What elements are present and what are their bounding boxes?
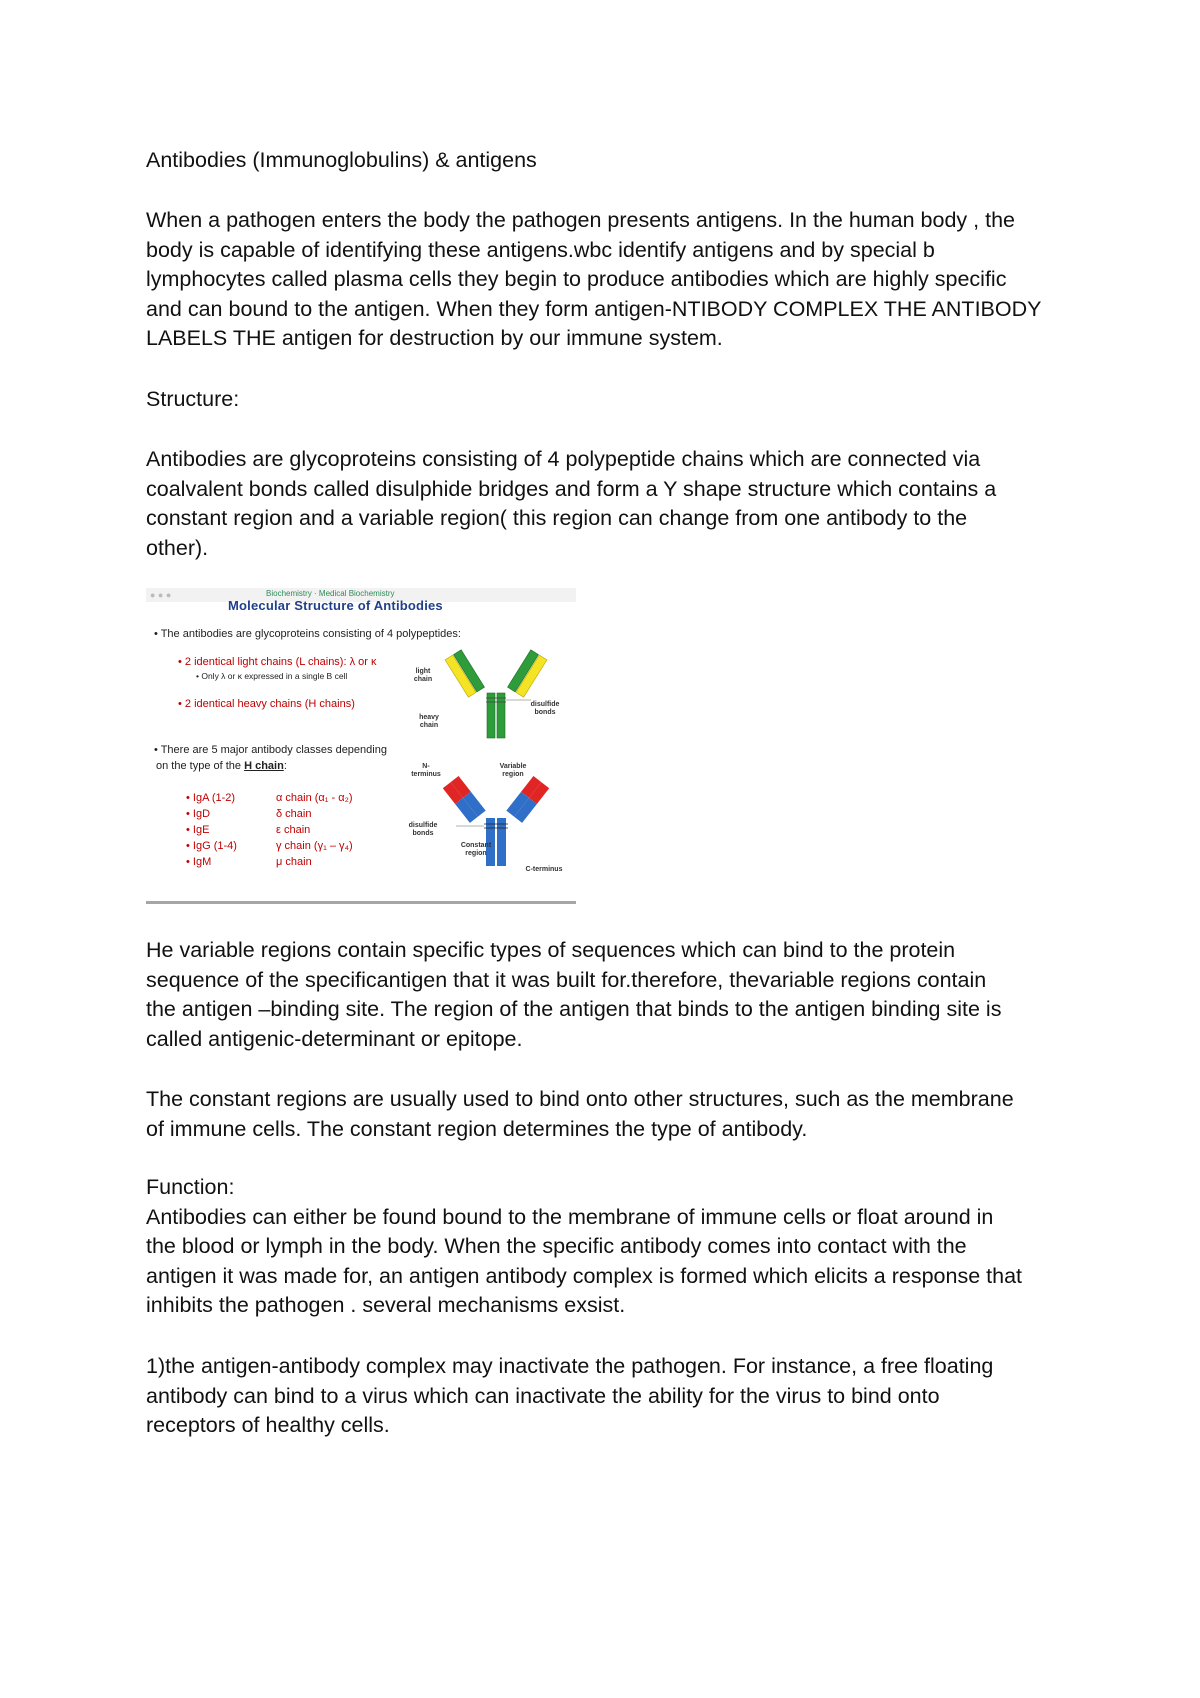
figure-bullet-2: • 2 identical light chains (L chains): λ or κ bbox=[178, 656, 377, 668]
function-heading: Function: bbox=[146, 1175, 235, 1199]
text-line: LABELS THE antigen for destruction by our immune system. bbox=[146, 326, 723, 351]
structure-paragraph bbox=[146, 445, 1066, 563]
label-light-chain: light chain bbox=[413, 668, 433, 683]
text-line: inhibits the pathogen . several mechanisms exsist. bbox=[146, 1293, 626, 1318]
text-line: sequence of the specificantigen that it was built for.therefore, thevariable regions contain bbox=[146, 967, 987, 992]
text-line: Antibodies can either be found bound to the membrane of immune cells or float around in bbox=[146, 1204, 994, 1229]
class-item: • IgA (1-2) bbox=[186, 792, 236, 804]
text-line: called antigenic-determinant or epitope. bbox=[146, 1026, 523, 1051]
chain-item: γ chain (γ₁ – γ₄) bbox=[276, 840, 353, 852]
text-line: constant region and a variable region( this region can change from one antibody to the bbox=[146, 506, 968, 531]
text-line: the blood or lymph in the body. When the specific antibody comes into contact with the bbox=[146, 1234, 967, 1259]
text-line: When a pathogen enters the body the pathogen presents antigens. In the human body , the bbox=[146, 208, 1015, 232]
class-item: • IgD bbox=[186, 808, 211, 820]
text-line: and can bound to the antigen. When they form antigen-NTIBODY COMPLEX THE ANTIBODY bbox=[146, 296, 1042, 321]
figure-subbullet: • Only λ or κ expressed in a single B cell bbox=[196, 671, 348, 681]
text-line: antibody can bind to a virus which can inactivate the ability for the virus to bind onto bbox=[146, 1383, 940, 1408]
figure-subtitle: Biochemistry · Medical Biochemistry bbox=[266, 589, 395, 598]
function-section bbox=[146, 1173, 1066, 1321]
chain-item: α chain (α₁ - α₂) bbox=[276, 792, 353, 804]
label-heavy-chain: heavy chain bbox=[419, 714, 439, 729]
label-disulfide-bonds-1: disulfide bonds bbox=[530, 701, 560, 716]
chain-item: μ chain bbox=[276, 856, 312, 868]
nav-dots-icon: ● ● ● bbox=[150, 590, 172, 600]
figure-bullet-1: • The antibodies are glycoproteins consisting of 4 polypeptides: bbox=[154, 628, 461, 640]
label-constant-region: Constant region bbox=[460, 842, 492, 857]
label-variable-region: Variable region bbox=[499, 763, 527, 778]
constant-region-paragraph bbox=[146, 1085, 1066, 1144]
text-line: receptors of healthy cells. bbox=[146, 1413, 390, 1438]
text-line: of immune cells. The constant region determines the type of antibody. bbox=[146, 1116, 808, 1141]
text-line: antigen it was made for, an antigen antibody complex is formed which elicits a response that bbox=[146, 1263, 1023, 1288]
chain-item: δ chain bbox=[276, 808, 312, 820]
antibody-diagram-variable-constant bbox=[436, 768, 556, 873]
text-line: He variable regions contain specific types of sequences which can bind to the protein bbox=[146, 938, 956, 962]
text-line: 1)the antigen-antibody complex may inactivate the pathogen. For instance, a free floating bbox=[146, 1354, 994, 1378]
text-line: coalvalent bonds called disulphide bridges and form a Y shape structure which contains a bbox=[146, 476, 997, 501]
antibody-structure-figure bbox=[146, 588, 576, 906]
structure-heading: Structure: bbox=[146, 387, 240, 411]
text-line: other). bbox=[146, 535, 209, 560]
figure-bullet-4-cont: on the type of the H chain: bbox=[156, 760, 287, 772]
text-line: Antibodies are glycoproteins consisting of 4 polypeptide chains which are connected via bbox=[146, 447, 981, 471]
label-disulfide-bonds-2: disulfide bonds bbox=[408, 822, 438, 837]
figure-bottom-rule bbox=[146, 901, 576, 904]
figure-title: Molecular Structure of Antibodies bbox=[228, 598, 443, 613]
label-c-terminus: C-terminus bbox=[525, 866, 563, 873]
text-line: the antigen –binding site. The region of the antigen that binds to the antigen binding site is bbox=[146, 997, 1002, 1022]
text-line: body is capable of identifying these antigens.wbc identify antigens and by special b bbox=[146, 237, 935, 262]
mechanism-1-paragraph bbox=[146, 1352, 1066, 1441]
antibody-diagram-light-heavy bbox=[436, 643, 556, 743]
class-item: • IgM bbox=[186, 856, 212, 868]
class-item: • IgG (1-4) bbox=[186, 840, 237, 852]
label-n-terminus: N-terminus bbox=[411, 763, 441, 778]
document-title: Antibodies (Immunoglobulins) & antigens bbox=[146, 148, 537, 172]
figure-bullet-4: • There are 5 major antibody classes depending bbox=[154, 744, 387, 756]
text-line: The constant regions are usually used to bind onto other structures, such as the membrane bbox=[146, 1087, 1014, 1111]
variable-region-paragraph bbox=[146, 936, 1066, 1054]
chain-item: ε chain bbox=[276, 824, 311, 836]
intro-paragraph bbox=[146, 206, 1066, 354]
figure-bullet-3: • 2 identical heavy chains (H chains) bbox=[178, 698, 355, 710]
text-line: lymphocytes called plasma cells they begin to produce antibodies which are highly specific bbox=[146, 267, 1007, 292]
class-item: • IgE bbox=[186, 824, 210, 836]
